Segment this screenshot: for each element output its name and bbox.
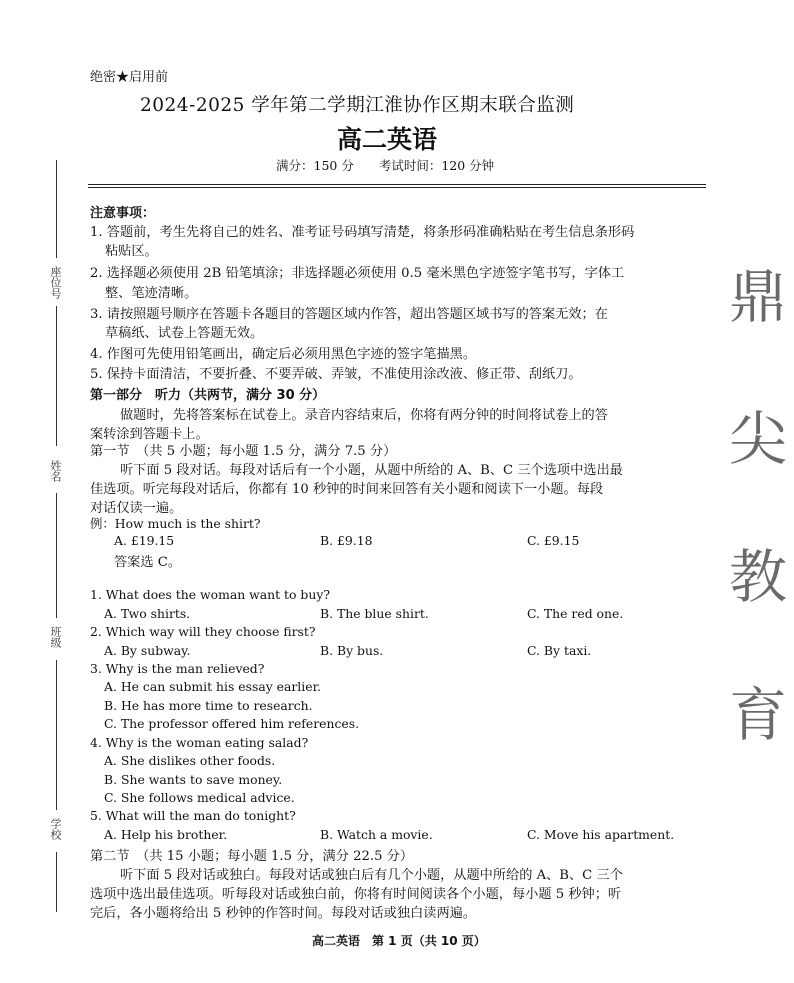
q5-option-b: B. Watch a movie. xyxy=(320,827,433,842)
q3-option-a: A. He can submit his essay earlier. xyxy=(104,679,322,694)
part1-intro: 案转涂到答题卡上。 xyxy=(90,427,209,442)
seat-label: 座位号 xyxy=(49,266,62,299)
notice-line: 1. 答题前，考生先将自己的姓名、准考证号码填写清楚，将条形码准确粘贴在考生信息条形码 xyxy=(90,225,635,240)
question-3: 3. Why is the man relieved? xyxy=(90,661,265,676)
section1-title: 第一节 （共 5 小题；每小题 1.5 分，满分 7.5 分） xyxy=(90,444,397,459)
q1-option-a: A. Two shirts. xyxy=(104,606,191,621)
binding-line-name-lower xyxy=(56,493,57,618)
section1-intro: 对话仅读一遍。 xyxy=(90,501,183,516)
watermark-char: 育 xyxy=(728,681,787,749)
example-option-c: C. £9.15 xyxy=(527,533,580,548)
subject-title: 高二英语 xyxy=(337,125,438,154)
q4-option-b: B. She wants to save money. xyxy=(104,772,283,787)
notice-line: 5. 保持卡面清洁，不要折叠、不要弄破、弄皱，不准使用涂改液、修正带、刮纸刀。 xyxy=(90,367,582,382)
watermark-char: 尖 xyxy=(728,405,787,473)
header-rule-top xyxy=(88,184,706,185)
section2-title: 第二节 （共 15 小题；每小题 1.5 分，满分 22.5 分） xyxy=(90,849,414,864)
example-question: 例：How much is the shirt? xyxy=(90,516,261,531)
part1-intro: 做题时，先将答案标在试卷上。录音内容结束后，你将有两分钟的时间将试卷上的答 xyxy=(120,408,608,423)
section1-intro: 听下面 5 段对话。每段对话后有一个小题，从题中所给的 A、B、C 三个选项中选出最 xyxy=(120,463,623,478)
section2-intro: 听下面 5 段对话或独白。每段对话或独白后有几个小题，从题中所给的 A、B、C 三个 xyxy=(120,868,623,883)
question-1: 1. What does the woman want to buy? xyxy=(90,587,330,602)
page-footer: 高二英语 第 1 页（共 10 页） xyxy=(312,934,486,948)
q3-option-b: B. He has more time to research. xyxy=(104,698,313,713)
example-option-b: B. £9.18 xyxy=(320,533,373,548)
watermark-char: 鼎 xyxy=(728,263,787,331)
example-answer: 答案选 C。 xyxy=(114,555,182,570)
secret-label: 绝密★启用前 xyxy=(90,70,169,85)
class-label: 班级 xyxy=(49,626,62,648)
binding-line-class-lower xyxy=(56,660,57,810)
q2-option-c: C. By taxi. xyxy=(527,643,592,658)
notice-line: 3. 请按照题号顺序在答题卡各题目的答题区域内作答，超出答题区域书写的答案无效；在 xyxy=(90,307,608,322)
notice-line: 整、笔迹清晰。 xyxy=(105,286,198,301)
question-4: 4. Why is the woman eating salad? xyxy=(90,735,309,750)
notice-line: 草稿纸、试卷上答题无效。 xyxy=(105,326,264,341)
notice-line: 2. 选择题必须使用 2B 铅笔填涂；非选择题必须使用 0.5 毫米黑色字迹签字笔书写，字体工 xyxy=(90,266,625,281)
exam-title: 2024-2025 学年第二学期江淮协作区期末联合监测 xyxy=(140,95,575,116)
q1-option-c: C. The red one. xyxy=(527,606,624,621)
section2-intro: 选项中选出最佳选项。听每段对话或独白前，你将有时间阅读各个小题，每小题 5 秒钟；听 xyxy=(90,887,622,902)
q2-option-a: A. By subway. xyxy=(104,643,191,658)
q5-option-c: C. Move his apartment. xyxy=(527,827,675,842)
binding-line-school-lower xyxy=(56,852,57,912)
q1-option-b: B. The blue shirt. xyxy=(320,606,429,621)
q4-option-a: A. She dislikes other foods. xyxy=(104,753,276,768)
q4-option-c: C. She follows medical advice. xyxy=(104,790,295,805)
example-option-a: A. £19.15 xyxy=(114,533,175,548)
binding-line-seat-lower xyxy=(56,306,57,446)
q3-option-c: C. The professor offered him references. xyxy=(104,716,360,731)
name-label: 姓名 xyxy=(49,460,62,482)
score-time: 满分：150 分 考试时间：120 分钟 xyxy=(276,158,495,173)
header-rule-bottom xyxy=(88,187,706,188)
notice-line: 粘贴区。 xyxy=(105,244,158,259)
question-2: 2. Which way will they choose first? xyxy=(90,624,316,639)
notice-heading: 注意事项： xyxy=(90,206,156,221)
q5-option-a: A. Help his brother. xyxy=(104,827,228,842)
school-label: 学校 xyxy=(49,818,62,840)
watermark-char: 教 xyxy=(728,543,787,611)
part1-title: 第一部分 听力（共两节，满分 30 分） xyxy=(90,388,326,403)
question-5: 5. What will the man do tonight? xyxy=(90,808,296,823)
q2-option-b: B. By bus. xyxy=(320,643,384,658)
notice-line: 4. 作图可先使用铅笔画出，确定后必须用黑色字迹的签字笔描黑。 xyxy=(90,347,477,362)
section1-intro: 佳选项。听完每段对话后，你都有 10 秒钟的时间来回答有关小题和阅读下一小题。每段 xyxy=(90,482,604,497)
section2-intro: 完后，各小题将给出 5 秒钟的作答时间。每段对话或独白读两遍。 xyxy=(90,906,477,921)
binding-line-seat xyxy=(56,160,57,258)
